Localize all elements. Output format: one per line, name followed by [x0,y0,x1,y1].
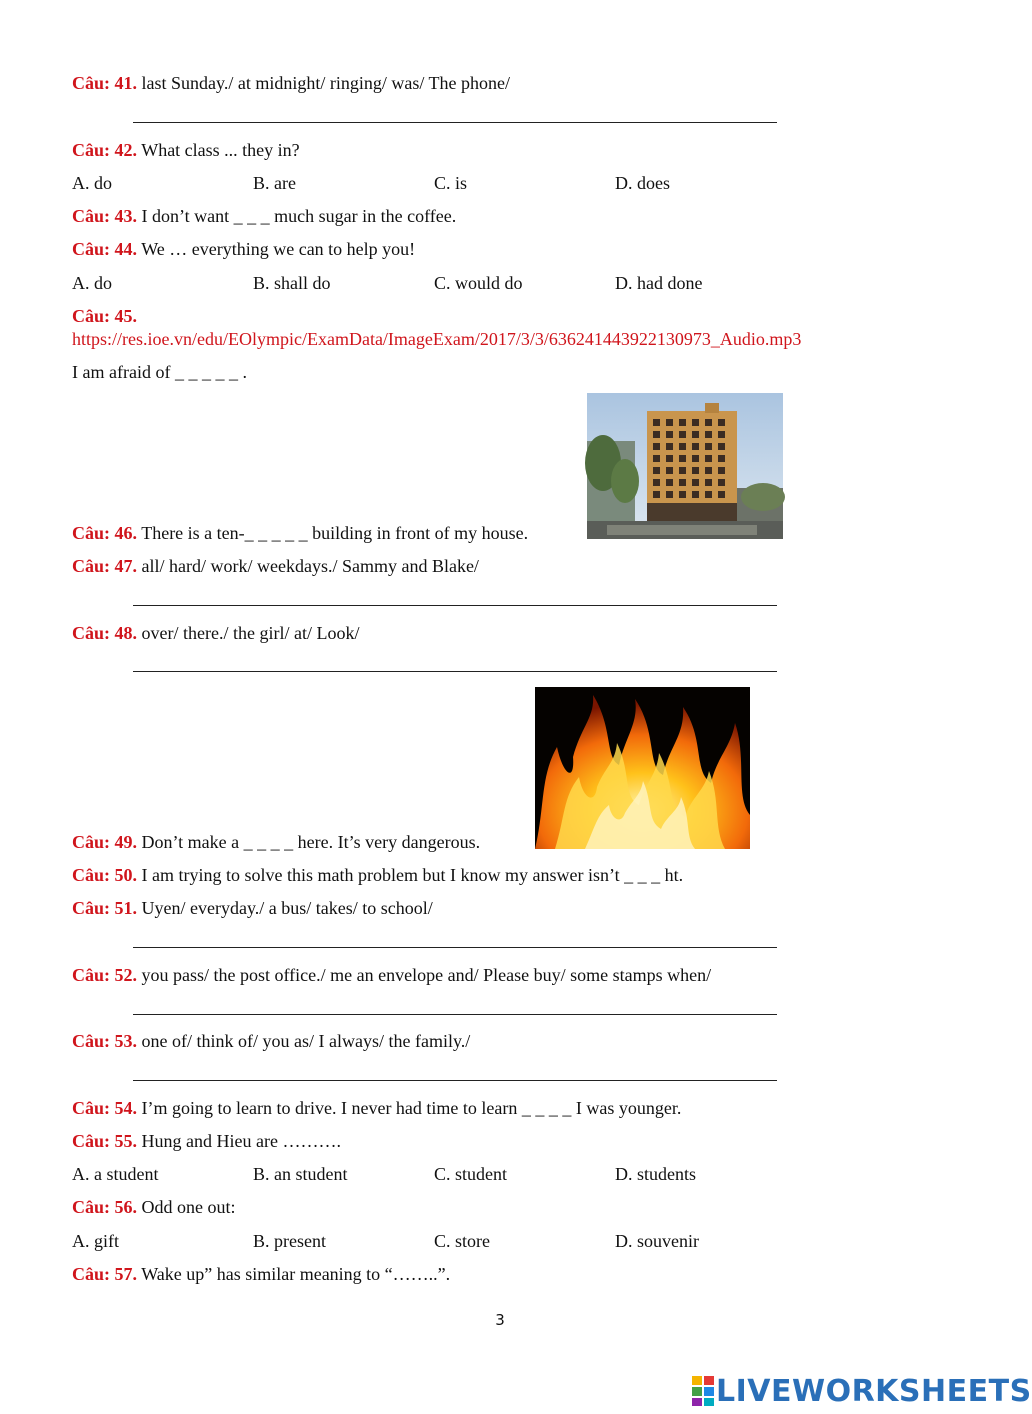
question-49 [72,831,480,853]
question-text: There is a ten-_ _ _ _ _ building in front of my house. [141,523,529,543]
option-c[interactable]: C. is [434,173,468,193]
question-text: I don’t want _ _ _ much sugar in the coffee. [141,206,457,226]
option-d[interactable]: D. does [615,173,670,193]
option-b[interactable]: B. present [253,1231,326,1251]
question-56 [72,1196,236,1218]
question-number: Câu: 54. [72,1098,138,1118]
option-a[interactable]: A. do [72,273,112,293]
question-text: over/ there./ the girl/ at/ Look/ [141,623,360,643]
option-c[interactable]: C. store [434,1231,490,1251]
question-number: Câu: 42. [72,140,138,160]
question-text: Hung and Hieu are ………. [141,1131,341,1151]
question-text: What class ... they in? [141,140,300,160]
page-number: 3 [495,1311,505,1329]
fire-image [535,687,750,849]
question-text: you pass/ the post office./ me an envelope and/ Please buy/ some stamps when/ [141,965,712,985]
liveworksheets-logo[interactable] [692,1374,1032,1408]
question-43 [72,205,456,227]
option-a[interactable]: A. a student [72,1164,159,1184]
option-a[interactable]: A. gift [72,1231,119,1251]
question-52 [72,964,711,986]
question-number: Câu: 47. [72,556,138,576]
option-c[interactable]: C. student [434,1164,508,1184]
question-50 [72,864,683,886]
question-42 [72,139,300,161]
question-text: last Sunday./ at midnight/ ringing/ was/ The phone/ [141,73,510,93]
question-number: Câu: 56. [72,1197,138,1217]
question-number: Câu: 51. [72,898,138,918]
answer-line-48[interactable] [133,671,777,672]
answer-line-52[interactable] [133,1014,777,1015]
question-45-text: I am afraid of _ _ _ _ _ . [72,362,247,382]
question-48 [72,622,359,644]
liveworksheets-icon [692,1376,716,1406]
question-text: We … everything we can to help you! [141,239,416,259]
option-b[interactable]: B. shall do [253,273,331,293]
question-number: Câu: 52. [72,965,138,985]
question-text: Odd one out: [141,1197,236,1217]
option-a[interactable]: A. do [72,173,112,193]
question-45 [72,305,137,327]
question-text: Wake up” has similar meaning to “……..”. [141,1264,451,1284]
option-d[interactable]: D. students [615,1164,696,1184]
question-number: Câu: 43. [72,206,138,226]
question-number: Câu: 55. [72,1131,138,1151]
question-number: Câu: 48. [72,623,138,643]
question-text: Don’t make a _ _ _ _ here. It’s very dangerous. [141,832,481,852]
question-text: all/ hard/ work/ weekdays./ Sammy and Blake/ [141,556,479,576]
option-b[interactable]: B. are [253,173,296,193]
question-number: Câu: 45. [72,306,138,326]
building-image [587,393,783,539]
answer-line-51[interactable] [133,947,777,948]
question-number: Câu: 57. [72,1264,138,1284]
question-text: I’m going to learn to drive. I never had time to learn _ _ _ _ I was younger. [141,1098,682,1118]
answer-line-41[interactable] [133,122,777,123]
question-41 [72,72,510,94]
question-44 [72,238,415,260]
question-number: Câu: 41. [72,73,138,93]
option-c[interactable]: C. would do [434,273,523,293]
question-number: Câu: 46. [72,523,138,543]
question-47 [72,555,479,577]
question-54 [72,1097,681,1119]
option-d[interactable]: D. had done [615,273,703,293]
audio-link[interactable]: https://res.ioe.vn/edu/EOlympic/ExamData/ImageExam/2017/3/3/636241443922130973_Audio.mp3 [72,329,802,349]
question-text: I am trying to solve this math problem but I know my answer isn’t _ _ _ ht. [141,865,684,885]
answer-line-47[interactable] [133,605,777,606]
question-55 [72,1130,341,1152]
option-b[interactable]: B. an student [253,1164,348,1184]
question-number: Câu: 49. [72,832,138,852]
question-53 [72,1030,470,1052]
option-d[interactable]: D. souvenir [615,1231,699,1251]
question-46 [72,522,528,544]
question-number: Câu: 44. [72,239,138,259]
brand-name: LIVEWORKSHEETS [716,1373,1032,1409]
question-text: one of/ think of/ you as/ I always/ the family./ [141,1031,471,1051]
question-57 [72,1263,450,1285]
question-text: Uyen/ everyday./ a bus/ takes/ to school/ [141,898,433,918]
question-number: Câu: 50. [72,865,138,885]
answer-line-53[interactable] [133,1080,777,1081]
question-number: Câu: 53. [72,1031,138,1051]
question-51 [72,897,433,919]
